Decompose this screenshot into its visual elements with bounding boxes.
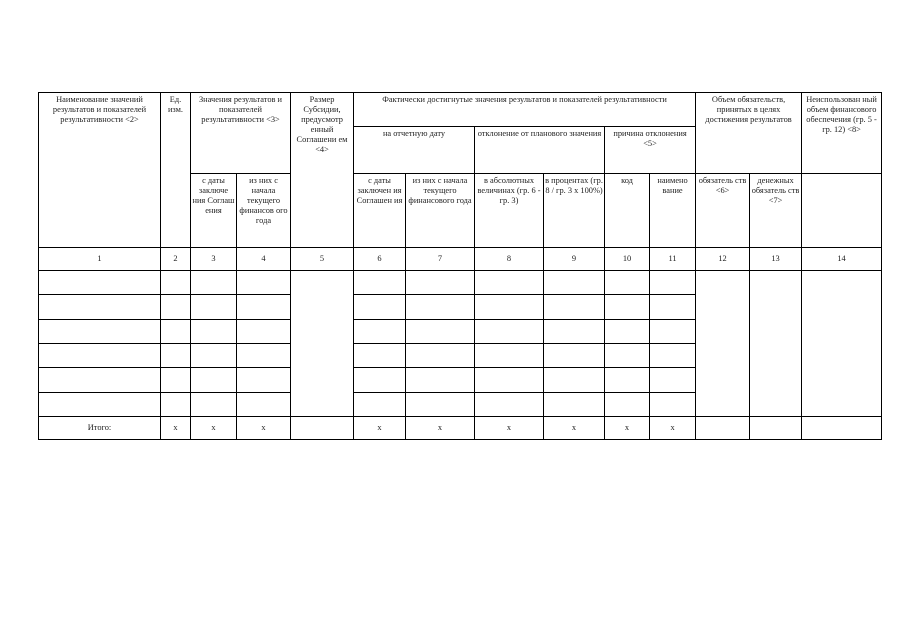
table-row: [39, 270, 882, 294]
empty-cell: [605, 392, 650, 416]
empty-cell: [544, 344, 605, 368]
empty-cell: [650, 319, 696, 343]
empty-cell: [161, 319, 191, 343]
total-unused-cell: [802, 417, 882, 440]
total-monetary-cell: [750, 417, 802, 440]
empty-cell: [544, 368, 605, 392]
column-number: 7: [406, 248, 475, 270]
empty-cell: [406, 344, 475, 368]
total-cell: x: [605, 417, 650, 440]
empty-cell: [605, 270, 650, 294]
empty-cell: [605, 344, 650, 368]
empty-cell: [354, 270, 406, 294]
empty-cell: [650, 295, 696, 319]
empty-cell: [237, 392, 291, 416]
empty-cell: [237, 368, 291, 392]
empty-cell: [161, 344, 191, 368]
empty-cell: [475, 319, 544, 343]
empty-cell: [39, 368, 161, 392]
header-unused-spacer: [802, 173, 882, 248]
monetary-obligations-merged-cell: [750, 270, 802, 417]
empty-cell: [544, 270, 605, 294]
column-number: 9: [544, 248, 605, 270]
empty-cell: [237, 319, 291, 343]
header-obligations-volume: Объем обязательств, принятых в целях достижения результатов: [696, 93, 802, 174]
total-cell: x: [475, 417, 544, 440]
empty-cell: [39, 319, 161, 343]
empty-cell: [354, 319, 406, 343]
empty-cell: [650, 368, 696, 392]
column-number: 6: [354, 248, 406, 270]
empty-cell: [354, 344, 406, 368]
total-obligations-cell: [696, 417, 750, 440]
column-number: 12: [696, 248, 750, 270]
column-number: 1: [39, 248, 161, 270]
empty-cell: [406, 270, 475, 294]
column-number: 8: [475, 248, 544, 270]
header-unit: Ед. изм.: [161, 93, 191, 248]
results-report-table: [38, 92, 881, 440]
empty-cell: [191, 319, 237, 343]
empty-cell: [161, 392, 191, 416]
empty-cell: [191, 368, 237, 392]
column-number: 11: [650, 248, 696, 270]
total-cell: x: [406, 417, 475, 440]
empty-cell: [39, 270, 161, 294]
header-monetary-obligations: денежных обязатель ств <7>: [750, 173, 802, 248]
header-deviation: отклонение от планового значения: [475, 126, 605, 173]
column-number: 4: [237, 248, 291, 270]
empty-cell: [475, 270, 544, 294]
empty-cell: [39, 392, 161, 416]
total-cell: x: [354, 417, 406, 440]
column-number: 3: [191, 248, 237, 270]
empty-cell: [161, 295, 191, 319]
header-deviation-absolute: в абсолютных величинах (гр. 6 - гр. 3): [475, 173, 544, 248]
header-deviation-reason: причина отклонения <5>: [605, 126, 696, 173]
total-cell: x: [191, 417, 237, 440]
header-planned-values: Значения результатов и показателей результативности <3>: [191, 93, 291, 174]
report-grid: [38, 92, 882, 440]
empty-cell: [605, 295, 650, 319]
header-obligations: обязатель ств <6>: [696, 173, 750, 248]
column-numbers-row: [39, 248, 882, 270]
empty-cell: [161, 270, 191, 294]
header-reason-code: код: [605, 173, 650, 248]
header-subsidy-size: Размер Субсидии, предусмотр енный Соглашени ем <4>: [291, 93, 354, 248]
column-number: 14: [802, 248, 882, 270]
header-deviation-percent: в процентах (гр. 8 / гр. 3 x 100%): [544, 173, 605, 248]
empty-cell: [605, 368, 650, 392]
empty-cell: [191, 392, 237, 416]
empty-cell: [650, 392, 696, 416]
obligations-merged-cell: [696, 270, 750, 417]
empty-cell: [191, 295, 237, 319]
header-unused-volume: Неиспользован ный объем финансового обеспечения (гр. 5 - гр. 12) <8>: [802, 93, 882, 174]
header-on-report-date: на отчетную дату: [354, 126, 475, 173]
empty-cell: [475, 392, 544, 416]
total-label: Итого:: [39, 417, 161, 440]
empty-cell: [161, 368, 191, 392]
empty-cell: [191, 270, 237, 294]
empty-cell: [475, 344, 544, 368]
empty-cell: [354, 295, 406, 319]
empty-cell: [354, 392, 406, 416]
total-cell: x: [544, 417, 605, 440]
column-number: 13: [750, 248, 802, 270]
column-number: 10: [605, 248, 650, 270]
header-results-name: Наименование значений результатов и показателей результативности <2>: [39, 93, 161, 248]
unused-volume-merged-cell: [802, 270, 882, 417]
empty-cell: [650, 270, 696, 294]
header-actual-since-agreement: с даты заключен ия Соглашен ия: [354, 173, 406, 248]
header-actual-since-year-start: из них с начала текущего финансового года: [406, 173, 475, 248]
empty-cell: [406, 392, 475, 416]
empty-cell: [544, 319, 605, 343]
total-cell: x: [161, 417, 191, 440]
empty-cell: [237, 270, 291, 294]
empty-cell: [406, 319, 475, 343]
column-number: 2: [161, 248, 191, 270]
total-cell: x: [650, 417, 696, 440]
empty-cell: [475, 295, 544, 319]
header-actual-values: Фактически достигнутые значения результатов и показателей результативности: [354, 93, 696, 127]
empty-cell: [406, 295, 475, 319]
total-cell: x: [237, 417, 291, 440]
empty-cell: [191, 344, 237, 368]
empty-cell: [354, 368, 406, 392]
total-row: [39, 417, 882, 440]
empty-cell: [237, 295, 291, 319]
empty-cell: [544, 392, 605, 416]
empty-cell: [39, 295, 161, 319]
header-since-year-start: из них с начала текущего финансов ого года: [237, 173, 291, 248]
empty-cell: [237, 344, 291, 368]
header-reason-name: наимено вание: [650, 173, 696, 248]
empty-cell: [39, 344, 161, 368]
empty-cell: [544, 295, 605, 319]
column-number: 5: [291, 248, 354, 270]
subsidy-merged-cell: [291, 270, 354, 417]
empty-cell: [650, 344, 696, 368]
header-since-agreement: с даты заключе ния Соглаш ения: [191, 173, 237, 248]
empty-cell: [475, 368, 544, 392]
total-subsidy-cell: [291, 417, 354, 440]
empty-cell: [406, 368, 475, 392]
empty-cell: [605, 319, 650, 343]
